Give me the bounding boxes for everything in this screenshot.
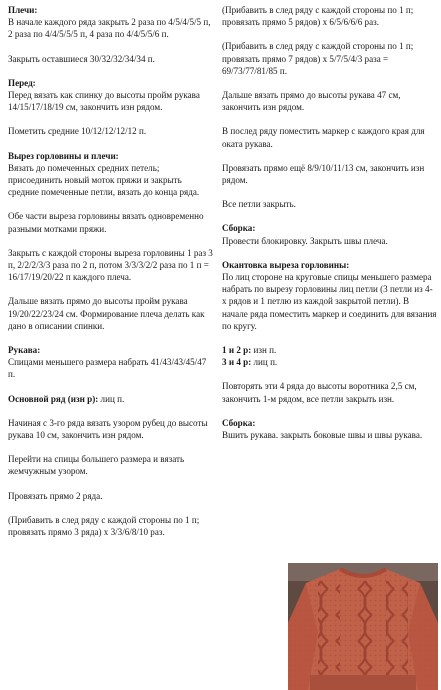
marker-block (222, 125, 437, 149)
add-7-text: (Прибавить в след ряду с каждой стороны по 1 п; провязать прямо 7 рядов) х 5/7/5/4/3 раза = 69/73/77/81/85 п. (222, 41, 414, 76)
shoulders-section (8, 4, 213, 41)
assembly-2-section (222, 417, 437, 441)
add-5-text: (Прибавить в след ряду с каждой стороны по 1 п; провязать прямо 5 рядов) х 6/5/6/6/6 раз. (222, 5, 414, 28)
add-5-block (222, 4, 437, 28)
both-parts-text: Обе части выреза горловины вязать одновременно разными мотками пряжи. (8, 211, 204, 234)
main-row-value: лиц п. (98, 393, 125, 404)
both-parts-block (8, 210, 213, 234)
round-3-line (222, 356, 437, 368)
decrease-block (8, 247, 213, 284)
add-block (8, 514, 213, 538)
front-heading: Перед: (8, 77, 36, 88)
add-text: (Прибавить в след ряду с каждой стороны по 1 п; провязать прямо 3 ряда) х 3/3/6/8/10 раз. (8, 514, 200, 538)
round-3-label: 3 и 4 р: (222, 357, 252, 368)
sweater-illustration (288, 563, 438, 690)
sweater-photo (288, 563, 438, 690)
round-1-label: 1 и 2 р: (222, 345, 252, 356)
continue-47-text: Дальше вязать прямо до высоты рукава 47 см, закончить изн рядом. (222, 90, 401, 113)
assembly-section (222, 222, 437, 246)
straight-2-block (8, 490, 213, 502)
neck-text: Вязать до помеченных средних петель; присоединить новый моток пряжи и закрыть средние помеченные петли, вязать до конца ряда. (8, 162, 200, 198)
straight-2-text: Провязать прямо 2 ряда. (8, 490, 103, 501)
main-row-label: Основной ряд (изн р): (8, 393, 99, 404)
edging-section (222, 259, 437, 332)
right-column (222, 4, 437, 453)
round-1-line (222, 344, 437, 356)
main-row-line (8, 393, 213, 405)
round-1-value: изн п. (251, 345, 277, 356)
neck-section (8, 150, 213, 199)
left-column (8, 4, 213, 550)
assembly-2-heading: Сборка: (222, 417, 256, 428)
assembly-2-text: Вшить рукава. закрыть боковые швы и швы рукава. (222, 430, 423, 441)
bigger-needles-block (8, 453, 213, 477)
mark-middle-block (8, 125, 213, 137)
front-section (8, 77, 213, 114)
add-7-block (222, 40, 437, 77)
close-remaining-text: Закрыть оставшиеся 30/32/32/34/34 п. (8, 53, 155, 64)
sleeves-section (8, 344, 213, 381)
sleeves-heading: Рукава: (8, 345, 41, 356)
continue-text: Дальше вязать прямо до высоты пройм рукава 19/20/22/23/24 см. Формирование плеча делать как дано в описании спинки. (8, 296, 205, 331)
repeat-block (222, 380, 437, 404)
rubec-text: Начиная с 3-го ряда вязать узором рубец до высоты рукава 10 см, закончить изн рядом. (8, 417, 208, 441)
front-text: Перед вязать как спинку до высоты пройм рукава 14/15/17/18/19 см, закончить изн рядом. (8, 90, 200, 113)
close-remaining-block (8, 53, 213, 65)
knit-more-block (222, 162, 437, 186)
shoulders-text: В начале каждого ряда закрыть 2 раза по 4/5/4/5/5 п, 2 раза по 4/4/5/5/5 п, 4 раза по 4/4/5/5/6 п. (8, 17, 211, 40)
continue-47-block (222, 89, 437, 113)
neck-heading: Вырез горловины и плечи: (8, 150, 119, 161)
knit-more-text: Провязать прямо ещё 8/9/10/11/13 см, закончить изн рядом. (222, 162, 425, 186)
assembly-text: Провести блокировку. Закрыть швы плеча. (222, 235, 388, 246)
edging-text: По лиц стороне на круговые спицы меньшего размера набрать по вырезу горловины лиц петли (3 петли из 4-х рядов и 1 петлю из каждой закрытой петли). В начале ряда поместить маркер и соединить для вязания по кругу. (222, 272, 437, 331)
shoulders-heading: Плечи: (8, 5, 38, 15)
bigger-needles-text: Перейти на спицы большего размера и вязать жемчужным узором. (8, 454, 185, 477)
edging-heading: Окантовка выреза горловины: (222, 259, 350, 270)
repeat-text: Повторять эти 4 ряда до высоты воротника 2,5 см, закончить 1-м рядом, все петли закрыть изн. (222, 381, 417, 404)
bind-off-text: Все петли закрыть. (222, 199, 296, 210)
continue-block (8, 295, 213, 332)
rubec-block (8, 417, 213, 441)
bind-off-block (222, 198, 437, 210)
marker-text: В послед ряду поместить маркер с каждого края для оката рукава. (222, 126, 425, 149)
rounds-section (222, 344, 437, 368)
assembly-heading: Сборка: (222, 223, 256, 234)
mark-middle-text: Пометить средние 10/12/12/12/12 п. (8, 126, 147, 137)
decrease-text: Закрыть с каждой стороны выреза горловины 1 раз 3 п, 2/2/2/3/3 раза по 2 п, потом 3/3/3/2/2 раза по 1 п = 16/17/19/20/22 п каждого плеча. (8, 247, 213, 283)
round-3-value: лиц п. (251, 357, 278, 368)
main-row-block (8, 393, 213, 405)
sleeves-text: Спицами меньшего размера набрать 41/43/43/45/47 п. (8, 357, 207, 380)
